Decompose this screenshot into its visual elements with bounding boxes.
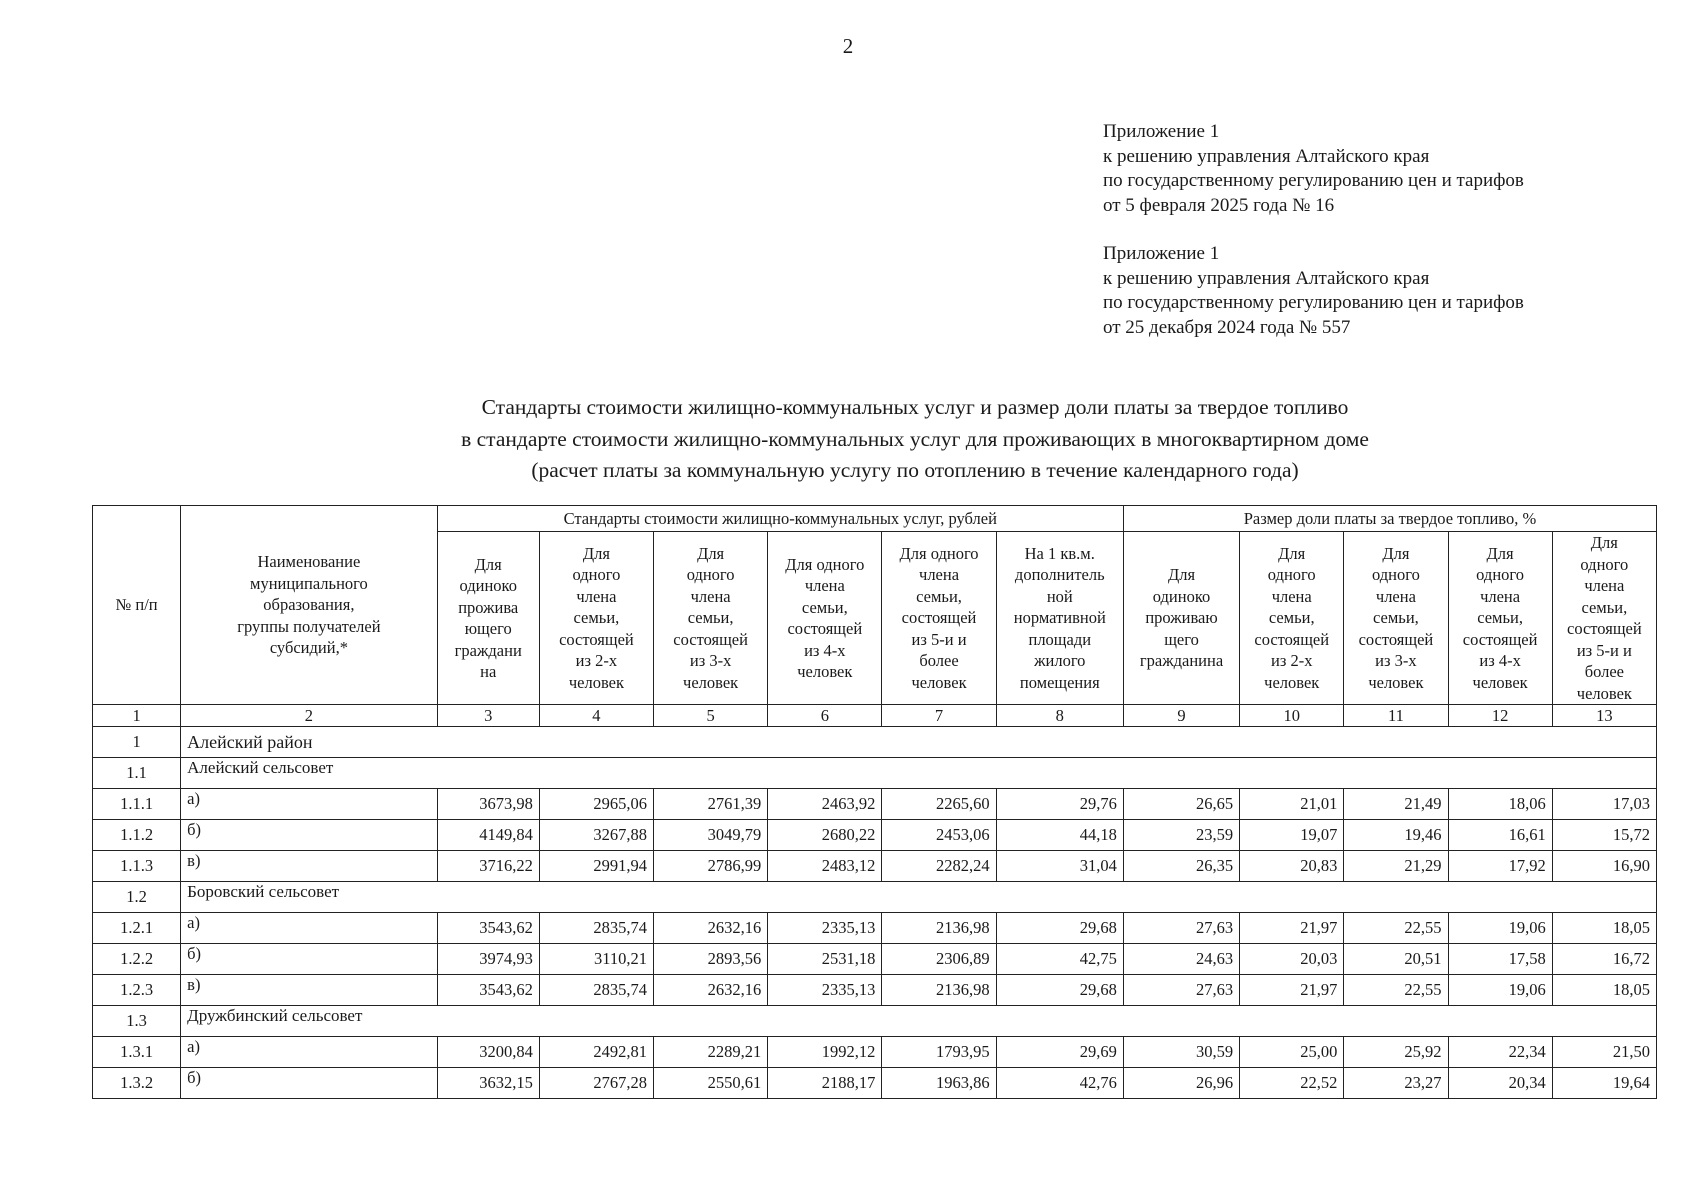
share-value: 26,96 — [1123, 1068, 1239, 1099]
council-row — [93, 758, 1657, 789]
share-value: 23,59 — [1123, 820, 1239, 851]
table-row — [93, 1037, 1657, 1068]
share-value: 25,92 — [1344, 1037, 1448, 1068]
table-row — [93, 851, 1657, 882]
table-row — [93, 1068, 1657, 1099]
cost-value: 29,69 — [996, 1037, 1123, 1068]
cost-value: 2632,16 — [654, 913, 768, 944]
cost-value: 1963,86 — [882, 1068, 996, 1099]
share-value: 21,01 — [1240, 789, 1344, 820]
cost-value: 3110,21 — [539, 944, 653, 975]
cost-value: 2136,98 — [882, 913, 996, 944]
header-group-costs: Стандарты стоимости жилищно-коммунальных услуг, рублей — [437, 506, 1123, 532]
district-row — [93, 727, 1657, 758]
cost-value: 1992,12 — [768, 1037, 882, 1068]
row-index: 1.2 — [93, 882, 181, 913]
appendix-line: по государственному регулированию цен и тарифов — [1103, 170, 1524, 191]
column-number: 11 — [1344, 705, 1448, 727]
cost-value: 2767,28 — [539, 1068, 653, 1099]
cost-value: 2463,92 — [768, 789, 882, 820]
appendix-line: от 5 февраля 2025 года № 16 — [1103, 194, 1335, 216]
share-value: 30,59 — [1123, 1037, 1239, 1068]
row-index: 1.1.2 — [93, 820, 181, 851]
recipient-group: б) — [181, 1068, 437, 1099]
cost-value: 2335,13 — [768, 913, 882, 944]
share-value: 15,72 — [1552, 820, 1656, 851]
share-value: 18,05 — [1552, 913, 1656, 944]
cost-value: 2835,74 — [539, 975, 653, 1006]
cost-value: 2632,16 — [654, 975, 768, 1006]
share-value: 21,50 — [1552, 1037, 1656, 1068]
row-index: 1.1 — [93, 758, 181, 789]
column-number: 13 — [1552, 705, 1656, 727]
cost-value: 3632,15 — [437, 1068, 539, 1099]
header-cost-col: Для одиноко прожива ющего граждани на — [437, 532, 539, 705]
council-name: Боровский сельсовет — [181, 882, 1657, 913]
cost-value: 3543,62 — [437, 975, 539, 1006]
council-row — [93, 1006, 1657, 1037]
share-value: 27,63 — [1123, 975, 1239, 1006]
share-value: 26,35 — [1123, 851, 1239, 882]
appendix-line: к решению управления Алтайского края — [1103, 145, 1430, 167]
cost-value: 1793,95 — [882, 1037, 996, 1068]
share-value: 19,07 — [1240, 820, 1344, 851]
header-cost-col: На 1 кв.м. дополнитель ной нормативной площади жилого помещения — [996, 532, 1123, 705]
column-number: 8 — [996, 705, 1123, 727]
cost-value: 2680,22 — [768, 820, 882, 851]
share-value: 17,92 — [1448, 851, 1552, 882]
cost-value: 29,76 — [996, 789, 1123, 820]
header-share-col: Для одного члена семьи, состоящей из 5-и и более человек — [1552, 532, 1656, 705]
share-value: 17,58 — [1448, 944, 1552, 975]
column-number: 9 — [1123, 705, 1239, 727]
council-name: Алейский сельсовет — [181, 758, 1657, 789]
cost-value: 42,75 — [996, 944, 1123, 975]
recipient-group: б) — [181, 820, 437, 851]
document-title — [0, 392, 1696, 487]
standards-table — [92, 505, 1657, 1099]
council-row — [93, 882, 1657, 913]
row-index: 1.3.1 — [93, 1037, 181, 1068]
cost-value: 2282,24 — [882, 851, 996, 882]
cost-value: 3200,84 — [437, 1037, 539, 1068]
column-number-row — [93, 705, 1657, 727]
header-share-col: Для одного члена семьи, состоящей из 4-х человек — [1448, 532, 1552, 705]
header-name: Наименование муниципального образования, группы получателей субсидий,* — [181, 506, 437, 705]
share-value: 19,64 — [1552, 1068, 1656, 1099]
row-index: 1.2.2 — [93, 944, 181, 975]
header-group-share: Размер доли платы за твердое топливо, % — [1123, 506, 1656, 532]
table-row — [93, 975, 1657, 1006]
share-value: 20,51 — [1344, 944, 1448, 975]
share-value: 21,97 — [1240, 975, 1344, 1006]
cost-value: 2188,17 — [768, 1068, 882, 1099]
cost-value: 3267,88 — [539, 820, 653, 851]
appendix-note — [1103, 120, 1663, 218]
share-value: 19,06 — [1448, 913, 1552, 944]
share-value: 22,55 — [1344, 913, 1448, 944]
cost-value: 3543,62 — [437, 913, 539, 944]
header-cost-col: Для одного члена семьи, состоящей из 5-и и более человек — [882, 532, 996, 705]
header-index: № п/п — [93, 506, 181, 705]
column-number: 6 — [768, 705, 882, 727]
row-index: 1.1.1 — [93, 789, 181, 820]
row-index: 1.2.1 — [93, 913, 181, 944]
appendix-line: по государственному регулированию цен и тарифов — [1103, 292, 1524, 313]
table-row — [93, 944, 1657, 975]
cost-value: 2492,81 — [539, 1037, 653, 1068]
cost-value: 2835,74 — [539, 913, 653, 944]
appendix-line: к решению управления Алтайского края — [1103, 267, 1430, 289]
table-row — [93, 789, 1657, 820]
column-number: 5 — [654, 705, 768, 727]
cost-value: 2306,89 — [882, 944, 996, 975]
cost-value: 2893,56 — [654, 944, 768, 975]
share-value: 16,61 — [1448, 820, 1552, 851]
appendix-line: Приложение 1 — [1103, 243, 1220, 264]
share-value: 16,72 — [1552, 944, 1656, 975]
share-value: 20,03 — [1240, 944, 1344, 975]
table-row — [93, 913, 1657, 944]
column-number: 10 — [1240, 705, 1344, 727]
cost-value: 2453,06 — [882, 820, 996, 851]
cost-value: 3974,93 — [437, 944, 539, 975]
share-value: 26,65 — [1123, 789, 1239, 820]
recipient-group: а) — [181, 913, 437, 944]
table-row — [93, 820, 1657, 851]
share-value: 25,00 — [1240, 1037, 1344, 1068]
share-value: 19,46 — [1344, 820, 1448, 851]
cost-value: 2786,99 — [654, 851, 768, 882]
column-number: 2 — [181, 705, 437, 727]
appendix-note — [1103, 242, 1663, 340]
cost-value: 2265,60 — [882, 789, 996, 820]
share-value: 22,34 — [1448, 1037, 1552, 1068]
share-value: 27,63 — [1123, 913, 1239, 944]
row-index: 1 — [93, 727, 181, 758]
column-number: 7 — [882, 705, 996, 727]
share-value: 16,90 — [1552, 851, 1656, 882]
header-share-col: Для одного члена семьи, состоящей из 3-х человек — [1344, 532, 1448, 705]
row-index: 1.3.2 — [93, 1068, 181, 1099]
cost-value: 2335,13 — [768, 975, 882, 1006]
share-value: 21,49 — [1344, 789, 1448, 820]
cost-value: 29,68 — [996, 913, 1123, 944]
row-index: 1.2.3 — [93, 975, 181, 1006]
share-value: 19,06 — [1448, 975, 1552, 1006]
cost-value: 2965,06 — [539, 789, 653, 820]
council-name: Дружбинский сельсовет — [181, 1006, 1657, 1037]
column-number: 1 — [93, 705, 181, 727]
cost-value: 2289,21 — [654, 1037, 768, 1068]
cost-value: 3049,79 — [654, 820, 768, 851]
recipient-group: а) — [181, 1037, 437, 1068]
title-line: в стандарте стоимости жилищно-коммунальных услуг для проживающих в многоквартирном доме — [461, 426, 1369, 451]
cost-value: 42,76 — [996, 1068, 1123, 1099]
recipient-group: в) — [181, 975, 437, 1006]
share-value: 18,06 — [1448, 789, 1552, 820]
share-value: 18,05 — [1552, 975, 1656, 1006]
header-share-col: Для одиноко проживаю щего гражданина — [1123, 532, 1239, 705]
appendix-line: Приложение 1 — [1103, 121, 1220, 142]
cost-value: 2761,39 — [654, 789, 768, 820]
header-share-col: Для одного члена семьи, состоящей из 2-х человек — [1240, 532, 1344, 705]
column-number: 3 — [437, 705, 539, 727]
cost-value: 2991,94 — [539, 851, 653, 882]
share-value: 21,97 — [1240, 913, 1344, 944]
share-value: 17,03 — [1552, 789, 1656, 820]
cost-value: 29,68 — [996, 975, 1123, 1006]
row-index: 1.1.3 — [93, 851, 181, 882]
recipient-group: а) — [181, 789, 437, 820]
title-line: (расчет платы за коммунальную услугу по отоплению в течение календарного года) — [531, 458, 1299, 482]
column-number: 4 — [539, 705, 653, 727]
recipient-group: б) — [181, 944, 437, 975]
page-number: 2 — [842, 34, 854, 58]
cost-value: 31,04 — [996, 851, 1123, 882]
cost-value: 2531,18 — [768, 944, 882, 975]
cost-value: 44,18 — [996, 820, 1123, 851]
table-body — [93, 727, 1657, 1099]
recipient-group: в) — [181, 851, 437, 882]
share-value: 24,63 — [1123, 944, 1239, 975]
cost-value: 2136,98 — [882, 975, 996, 1006]
share-value: 22,55 — [1344, 975, 1448, 1006]
header-cost-col: Для одного члена семьи, состоящей из 2-х человек — [539, 532, 653, 705]
share-value: 22,52 — [1240, 1068, 1344, 1099]
cost-value: 3716,22 — [437, 851, 539, 882]
row-index: 1.3 — [93, 1006, 181, 1037]
share-value: 21,29 — [1344, 851, 1448, 882]
cost-value: 2550,61 — [654, 1068, 768, 1099]
share-value: 20,34 — [1448, 1068, 1552, 1099]
title-line: Стандарты стоимости жилищно-коммунальных услуг и размер доли платы за твердое топливо — [481, 395, 1349, 419]
appendix-line: от 25 декабря 2024 года № 557 — [1103, 316, 1351, 338]
header-cost-col: Для одного члена семьи, состоящей из 3-х человек — [654, 532, 768, 705]
share-value: 23,27 — [1344, 1068, 1448, 1099]
cost-value: 2483,12 — [768, 851, 882, 882]
column-number: 12 — [1448, 705, 1552, 727]
cost-value: 3673,98 — [437, 789, 539, 820]
district-name: Алейский район — [181, 727, 1657, 758]
share-value: 20,83 — [1240, 851, 1344, 882]
cost-value: 4149,84 — [437, 820, 539, 851]
header-cost-col: Для одного члена семьи, состоящей из 4-х человек — [768, 532, 882, 705]
